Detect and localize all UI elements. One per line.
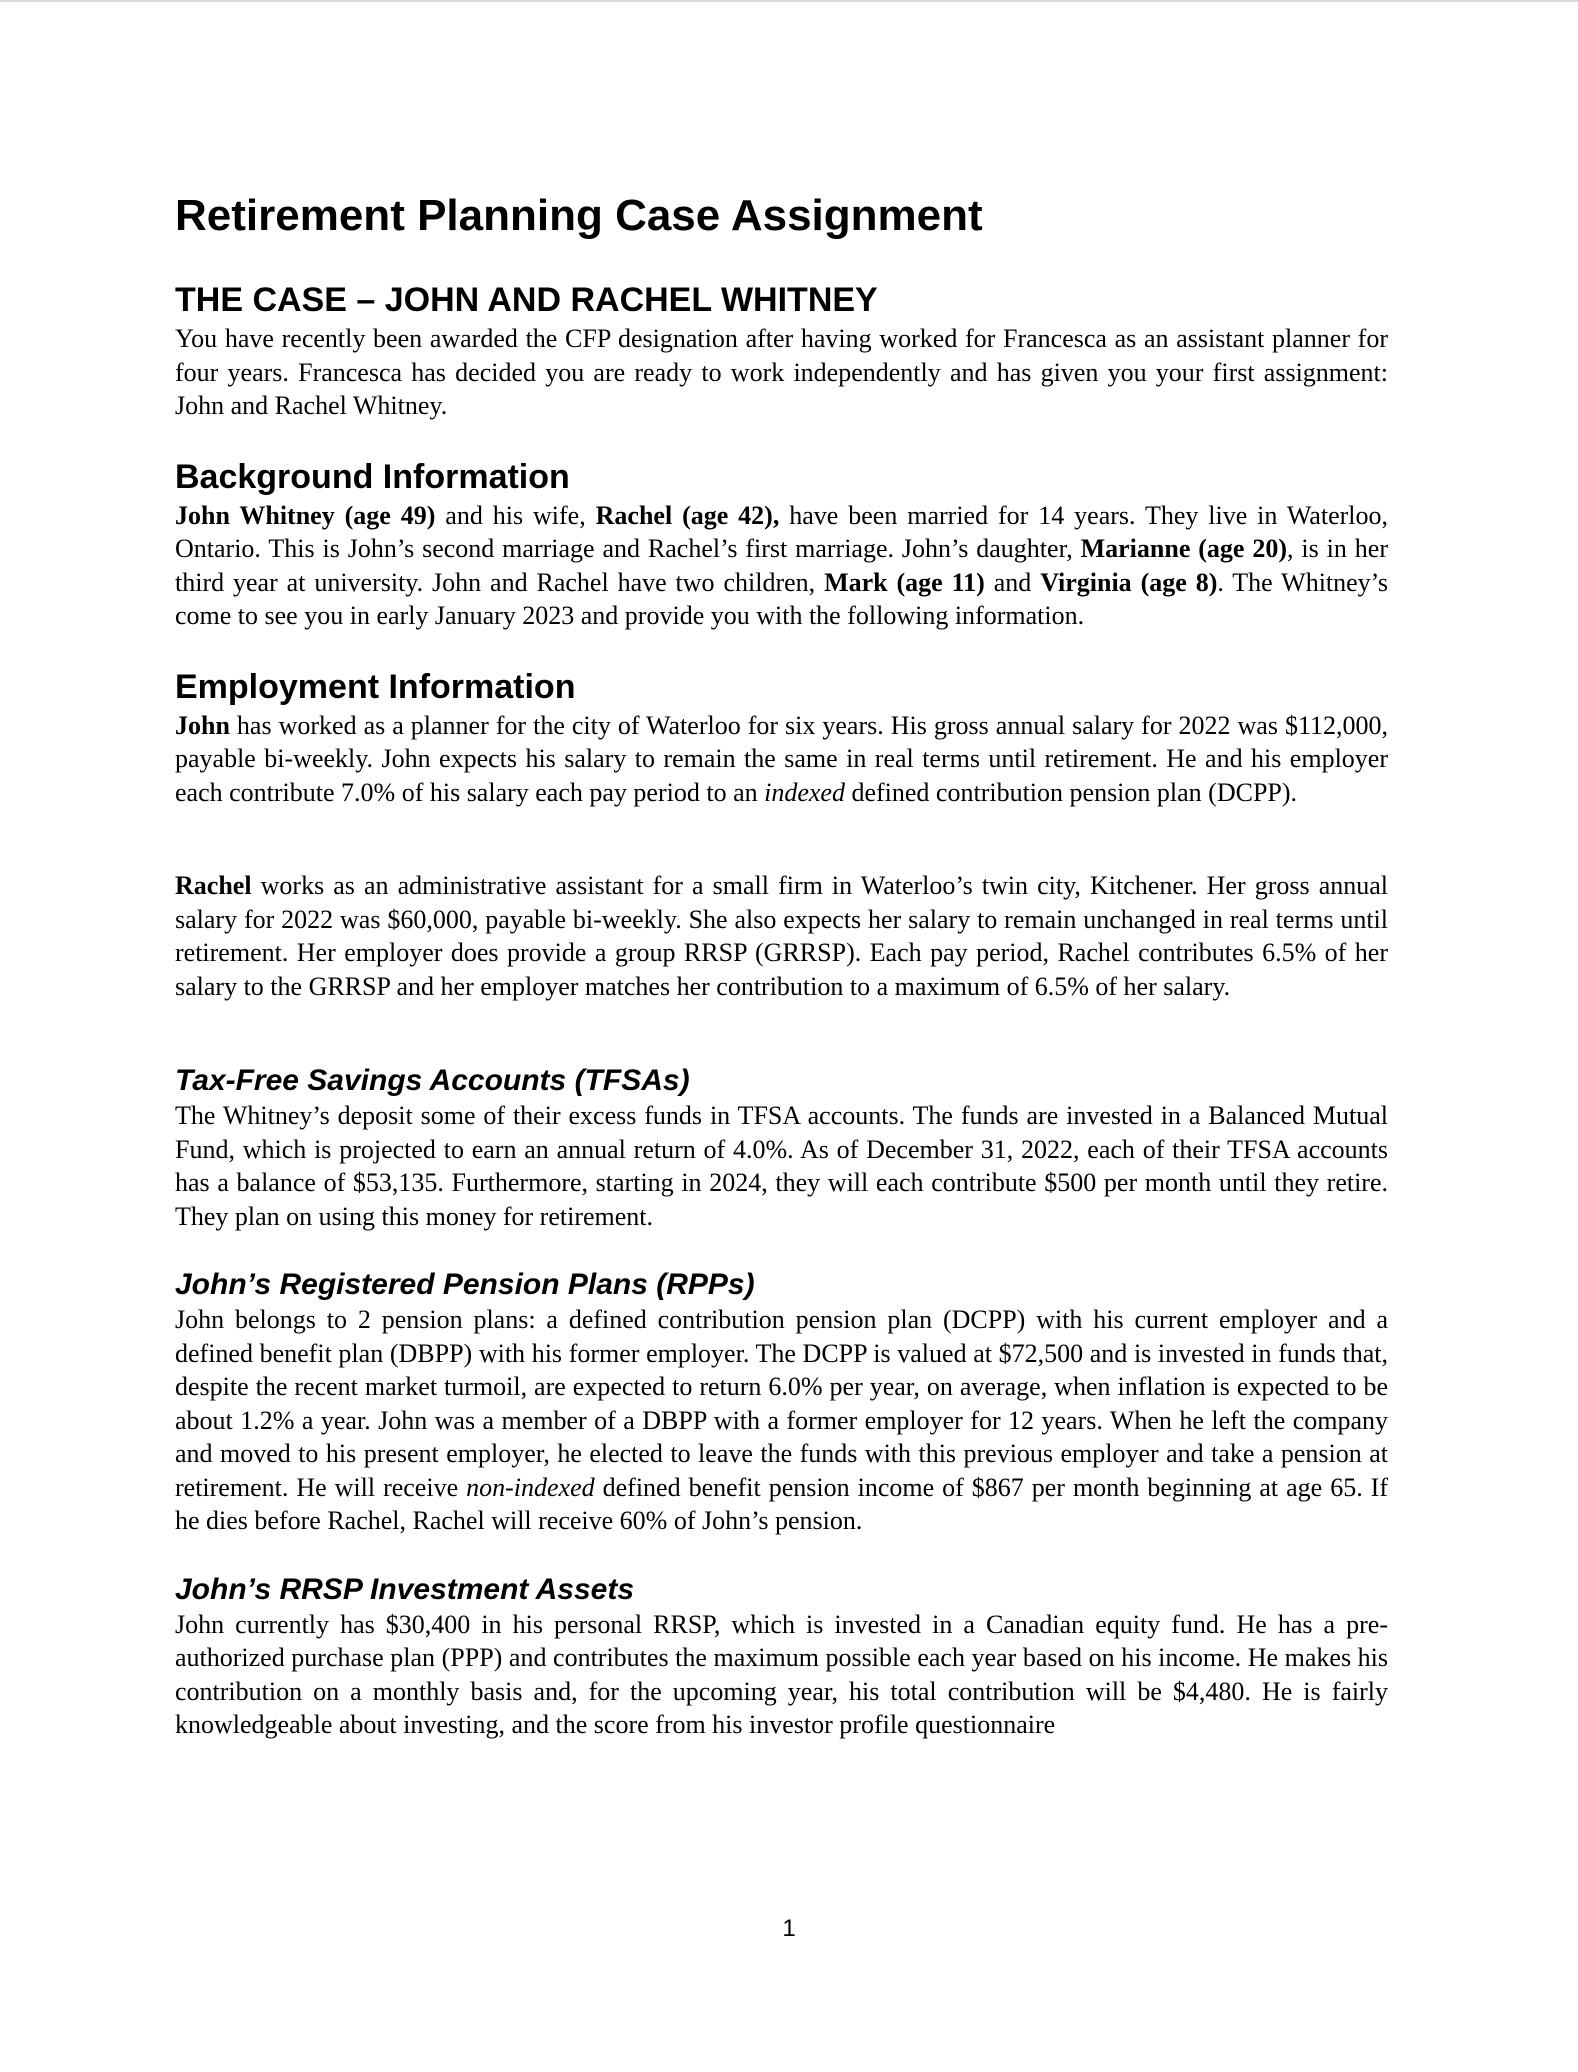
page-top-border	[0, 0, 1578, 2]
rrsp-heading: John’s RRSP Investment Assets	[175, 1572, 635, 1606]
background-paragraph: John Whitney (age 49) and his wife, Rachel (age 42), have been married for 14 years. They live in Waterloo, Ontario. This is John’s second marriage and Rachel’s first marriage. John’s daughter, Marianne (age 20), is in her third year at university. John and Rachel have two children, Mark (age 11) and Virginia (age 8). The Whitney’s come to see you in early January 2023 and provide you with the following information.	[175, 500, 1389, 630]
employment-john-paragraph: John has worked as a planner for the city of Waterloo for six years. His gross annual salary for 2022 was $112,000, payable bi-weekly. John expects his salary to remain the same in real terms until retirement. He and his employer each contribute 7.0% of his salary each pay period to an indexed defined contribution pension plan (DCPP).	[175, 710, 1388, 807]
document-body	[175, 186, 1388, 1742]
tfsa-heading: Tax-Free Savings Accounts (TFSAs)	[175, 1064, 690, 1097]
mark-name: Mark (age 11)	[824, 567, 985, 597]
case-heading: THE CASE – JOHN AND RACHEL WHITNEY	[175, 281, 878, 319]
rachel-name: Rachel (age 42),	[595, 500, 780, 530]
rpp-heading: John’s Registered Pension Plans (RPPs)	[175, 1268, 755, 1301]
rrsp-paragraph: John currently has $30,400 in his personal RRSP, which is invested in a Canadian equity fund. He has a pre-authorized purchase plan (PPP) and contributes the maximum possible each year based on his income. He makes his contribution on a monthly basis and, for the upcoming year, his total contribution will be $4,480. He is fairly knowledgeable about investing, and the score from his investor profile questionnaire	[175, 1609, 1388, 1739]
marianne-name: Marianne (age 20)	[1080, 534, 1288, 563]
employment-rachel-paragraph: Rachel works as an administrative assistant for a small firm in Waterloo’s twin city, Kitchener. Her gross annual salary for 2022 was $60,000, payable bi-weekly. She also expects her salary to remain unchanged in real terms until retirement. Her employer does provide a group RRSP (GRRSP). Each pay period, Rachel contributes 6.5% of her salary to the GRRSP and her employer matches her contribution to a maximum of 6.5% of her salary.	[175, 871, 1388, 1001]
rpp-paragraph: John belongs to 2 pension plans: a defined contribution pension plan (DCPP) with his current employer and a defined benefit plan (DBPP) with his former employer. The DCPP is valued at $72,500 and is invested in funds that, despite the recent market turmoil, are expected to return 6.0% per year, on average, when inflation is expected to be about 1.2% a year. John was a member of a DBPP with a former employer for 12 years. When he left the company and moved to his present employer, he elected to leave the funds with this previous employer and take a pension at retirement. He will receive non-indexed defined benefit pension income of $867 per month beginning at age 65. If he dies before Rachel, Rachel will receive 60% of John’s pension.	[175, 1305, 1389, 1535]
background-heading: Background Information	[175, 457, 570, 496]
employment-heading: Employment Information	[175, 667, 576, 706]
virginia-name: Virginia (age 8)	[1040, 567, 1218, 597]
tfsa-paragraph: The Whitney’s deposit some of their excess funds in TFSA accounts. The funds are invested in a Balanced Mutual Fund, which is projected to earn an annual return of 4.0%. As of December 31, 2022, each of their TFSA accounts has a balance of $53,135. Furthermore, starting in 2024, they will each contribute $500 per month until they retire. They plan on using this money for retirement.	[175, 1101, 1388, 1231]
john-name: John Whitney (age 49)	[175, 500, 436, 530]
case-paragraph: You have recently been awarded the CFP designation after having worked for Francesca as an assistant planner for four years. Francesca has decided you are ready to work independently and has given you your first assignment: John and Rachel Whitney.	[175, 324, 1388, 420]
document-title: Retirement Planning Case Assignment	[175, 191, 983, 240]
page-number: 1	[782, 1915, 796, 1942]
